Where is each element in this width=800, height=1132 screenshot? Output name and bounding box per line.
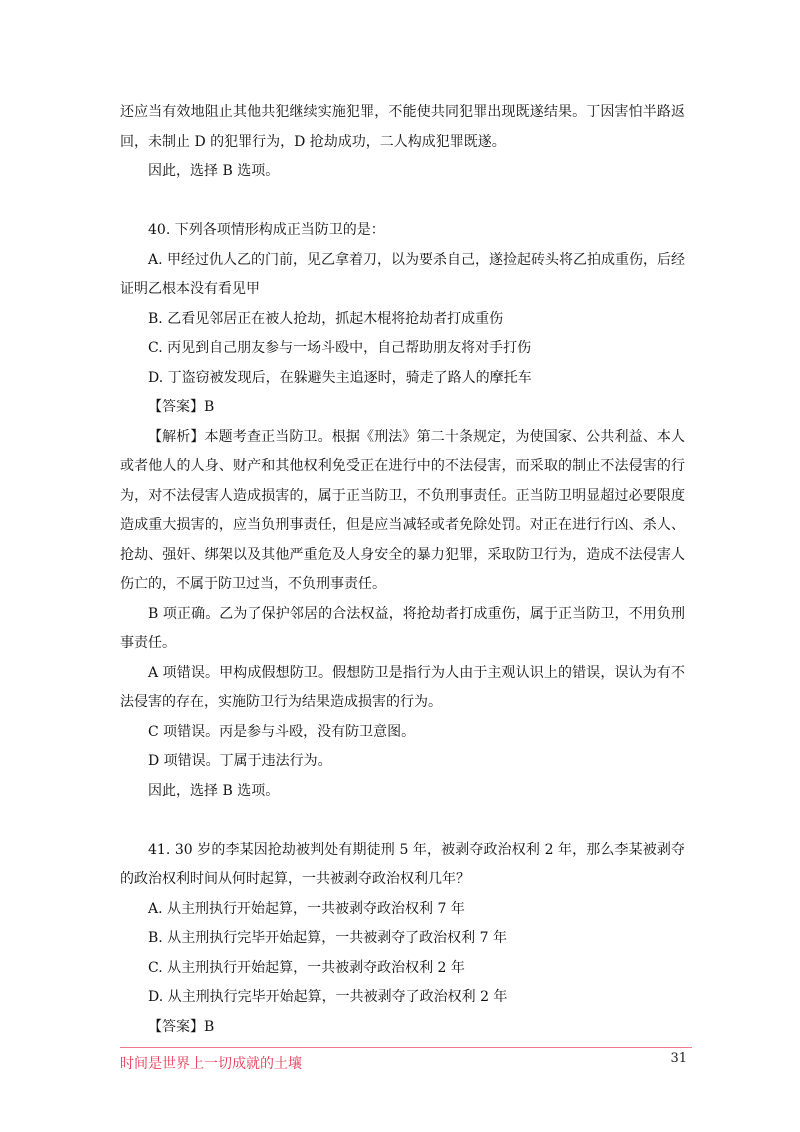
spacer	[120, 187, 685, 217]
question-40-d-explanation: D 项错误。丁属于违法行为。	[148, 753, 332, 769]
question-40-b-explanation: B 项正确。乙为了保护邻居的合法权益，将抢劫者打成重伤，属于正当防卫，不用负刑事责任。	[120, 605, 685, 651]
question-40-option-a: A. 甲经过仇人乙的门前，见乙拿着刀，以为要杀自己，遂捡起砖头将乙拍成重伤，后经证明乙根本没有看见甲	[120, 251, 686, 297]
spacer	[120, 806, 685, 836]
page-number: 31	[670, 1051, 687, 1066]
question-40-option-c: C. 丙见到自己朋友参与一场斗殴中，自己帮助朋友将对手打伤	[148, 340, 532, 356]
previous-conclusion: 因此，选择 B 选项。	[148, 163, 280, 179]
question-40-c-explanation: C 项错误。丙是参与斗殴，没有防卫意图。	[148, 723, 416, 740]
footer-motto: 时间是世界上一切成就的土壤	[120, 1056, 302, 1072]
question-40-answer: 【答案】B	[148, 399, 215, 415]
question-41-option-c: C. 从主刑执行开始起算，一共被剥夺政治权利 2 年	[148, 959, 465, 976]
page-content	[120, 98, 685, 1042]
question-40-option-b: B. 乙看见邻居正在被人抢劫，抓起木棍将抢劫者打成重伤	[148, 310, 504, 327]
previous-analysis-continuation: 还应当有效地阻止其他共犯继续实施犯罪，不能使共同犯罪出现既遂结果。丁因害怕半路返回，未制止 D 的犯罪行为，D 抢劫成功，二人构成犯罪既遂。	[120, 104, 685, 150]
question-41-option-a: A. 从主刑执行开始起算，一共被剥夺政治权利 7 年	[148, 900, 465, 917]
question-41-stem: 41. 30 岁的李某因抢劫被判处有期徒刑 5 年，被剥夺政治权利 2 年，那么李某被剥夺的政治权利时间从何时起算，一共被剥夺政治权利几年？	[120, 841, 685, 887]
question-40-option-d: D. 丁盗窃被发现后，在躲避失主追逐时，骑走了路人的摩托车	[148, 369, 532, 386]
question-40-a-explanation: A 项错误。甲构成假想防卫。假想防卫是指行为人由于主观认识上的错误，误认为有不法侵害的存在，实施防卫行为结果造成损害的行为。	[120, 664, 685, 710]
question-40-conclusion: 因此，选择 B 选项。	[148, 782, 280, 799]
question-40-stem: 40. 下列各项情形构成正当防卫的是：	[148, 222, 385, 238]
question-41-answer: 【答案】B	[148, 1018, 215, 1035]
question-40-analysis: 【解析】本题考查正当防卫。根据《刑法》第二十条规定，为使国家、公共利益、本人或者他人的人身、财产和其他权利免受正在进行中的不法侵害，而采取的制止不法侵害的行为，对不法侵害人造成损害的，属于正当防卫，不负刑事责任。正当防卫明显超过必要限度造成重大损害的，应当负刑事责任，但是应当减轻或者免除处罚。对正在进行行凶、杀人、抢劫、强奸、绑架以及其他严重危及人身安全的暴力犯罪，采取防卫行为，造成不法侵害人伤亡的，不属于防卫过当，不负刑事责任。	[120, 428, 685, 592]
footer-divider	[120, 1047, 692, 1048]
question-41-option-b: B. 从主刑执行完毕开始起算，一共被剥夺了政治权利 7 年	[148, 930, 507, 946]
question-41-option-d: D. 从主刑执行完毕开始起算，一共被剥夺了政治权利 2 年	[148, 989, 508, 1005]
